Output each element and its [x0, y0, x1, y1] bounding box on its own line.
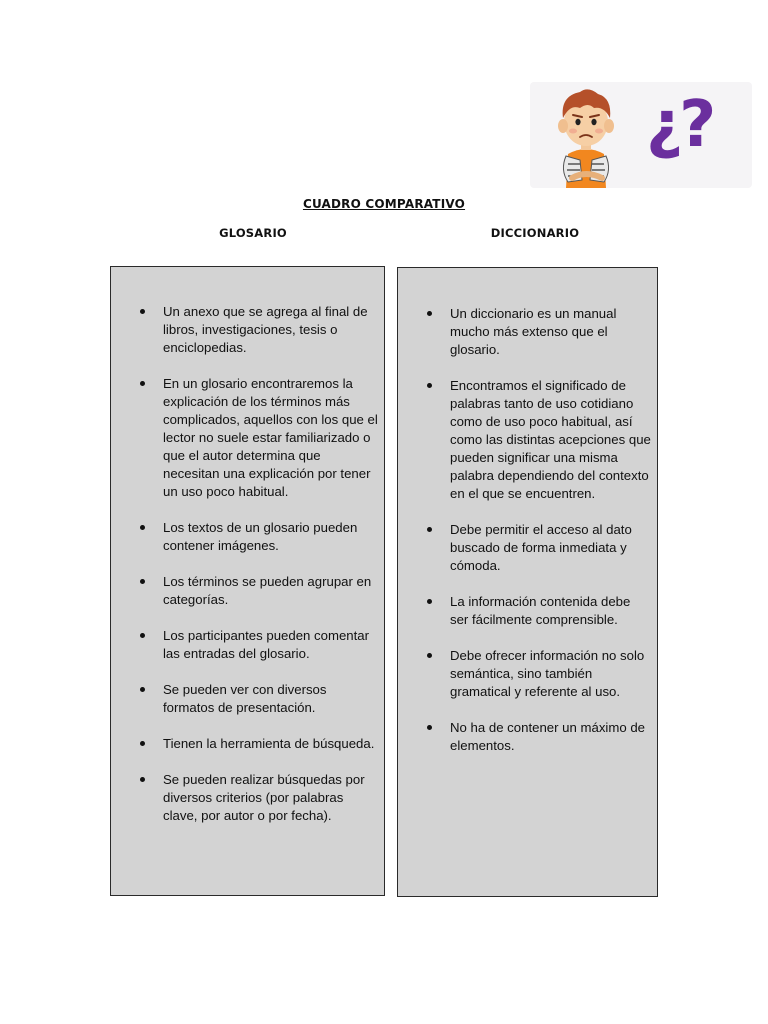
diccionario-box	[397, 267, 658, 897]
list-item: Tienen la herramienta de búsqueda.	[163, 735, 378, 753]
list-item: Debe ofrecer información no solo semántica, sino también gramatical y referente al uso.	[450, 647, 651, 701]
confused-boy-illustration	[530, 82, 752, 188]
page-title: CUADRO COMPARATIVO	[302, 197, 466, 211]
glosario-box	[110, 266, 385, 896]
list-item: Los términos se pueden agrupar en categorías.	[163, 573, 378, 609]
glosario-list	[111, 267, 384, 825]
list-item: En un glosario encontraremos la explicación de los términos más complicados, aquellos con los que el lector no suele estar familiarizado o que el autor determina que necesitan una explicación por tener un uso poco habitual.	[163, 376, 378, 499]
list-item: Un diccionario es un manual mucho más extenso que el glosario.	[450, 305, 651, 359]
list-item: Debe permitir el acceso al dato buscado de forma inmediata y cómoda.	[450, 521, 651, 575]
list-item: Encontramos el significado de palabras tanto de uso cotidiano como de uso poco habitual, así como las distintas acepciones que pueden significar una misma palabra dependiendo del contexto en el que se encuentren.	[450, 378, 651, 501]
list-item: Se pueden ver con diversos formatos de presentación.	[163, 681, 378, 717]
diccionario-list	[398, 268, 657, 755]
question-mark-icon: ¿?	[646, 88, 713, 162]
list-item: Un anexo que se agrega al final de libros, investigaciones, tesis o enciclopedias.	[163, 303, 378, 357]
diccionario-heading: DICCIONARIO	[490, 226, 580, 240]
list-item: No ha de contener un máximo de elementos.	[450, 719, 651, 755]
list-item: Los textos de un glosario pueden contener imágenes.	[163, 519, 378, 555]
list-item: La información contenida debe ser fácilmente comprensible.	[450, 593, 651, 629]
list-item: Los participantes pueden comentar las entradas del glosario.	[163, 627, 378, 663]
list-item: Se pueden realizar búsquedas por diversos criterios (por palabras clave, por autor o por fecha).	[163, 771, 378, 825]
confused-boy-icon	[530, 82, 752, 188]
glosario-heading: GLOSARIO	[219, 226, 287, 240]
